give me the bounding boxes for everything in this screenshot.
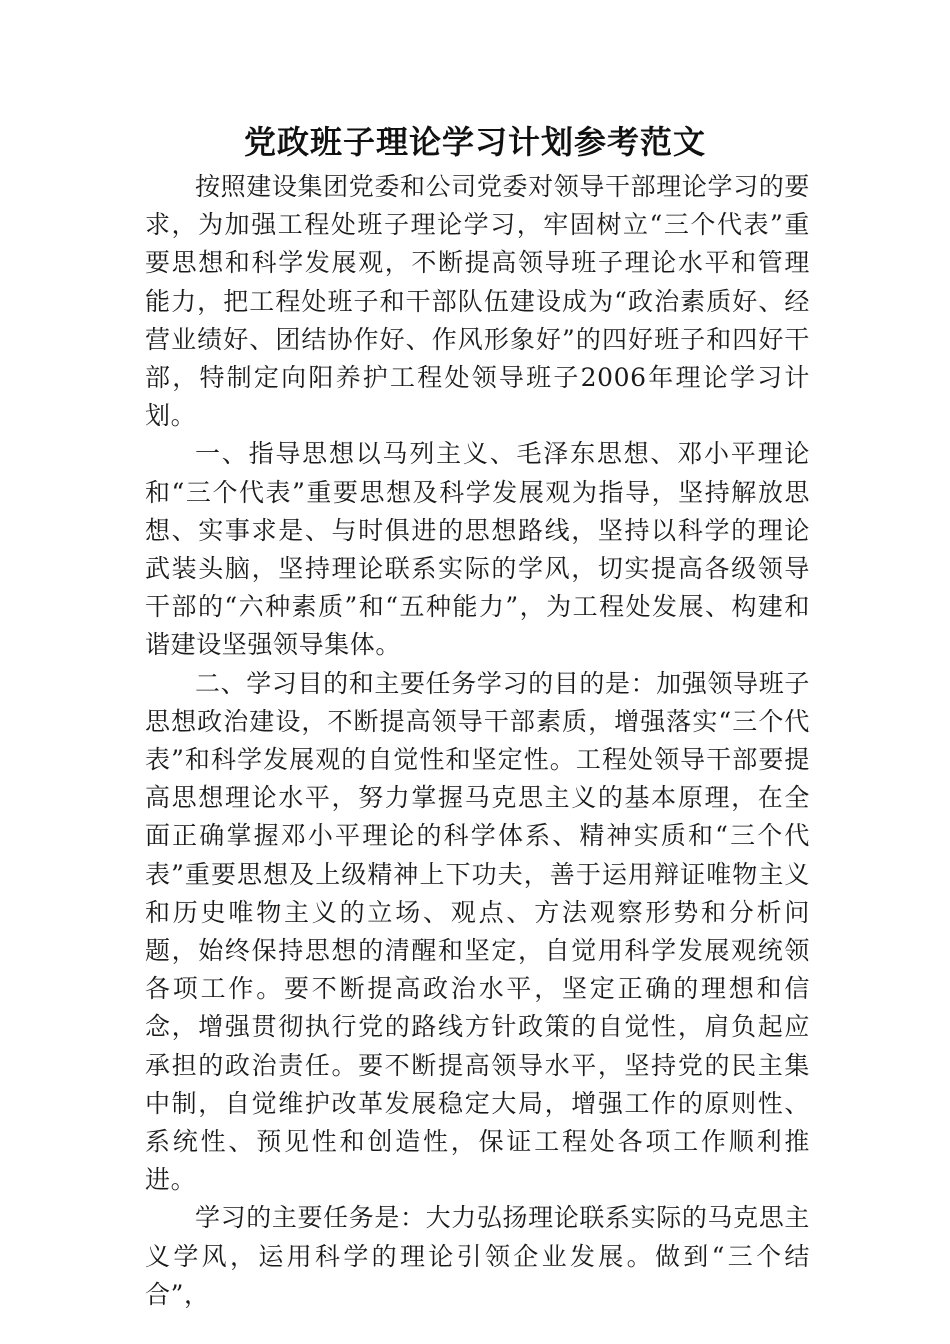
paragraph-study-purpose: 二、学习目的和主要任务学习的目的是：加强领导班子思想政治建设，不断提高领导干部素质，增强落实“三个代表”和科学发展观的自觉性和坚定性。工程处领导干部要提高思想理论水平，努力掌握马克思主义的基本原理，在全面正确掌握邓小平理论的科学体系、精神实质和“三个代表”重要思想及上级精神上下功夫，善于运用辩证唯物主义和历史唯物主义的立场、观点、方法观察形势和分析问题，始终保持思想的清醒和坚定，自觉用科学发展观统领各项工作。要不断提高政治水平，坚定正确的理想和信念，增强贯彻执行党的路线方针政策的自觉性，肩负起应承担的政治责任。要不断提高领导水平，坚持党的民主集中制，自觉维护改革发展稳定大局，增强工作的原则性、系统性、预见性和创造性，保证工程处各项工作顺利推进。: [145, 668, 810, 1195]
paragraph-intro: 按照建设集团党委和公司党委对领导干部理论学习的要求，为加强工程处班子理论学习，牢固树立“三个代表”重要思想和科学发展观，不断提高领导班子理论水平和管理能力，把工程处班子和干部队伍建设成为“政治素质好、经营业绩好、团结协作好、作风形象好”的四好班子和四好干部，特制定向阳养护工程处领导班子2006年理论学习计划。: [145, 172, 810, 431]
document-body: [145, 168, 810, 1314]
paragraph-main-tasks: 学习的主要任务是：大力弘扬理论联系实际的马克思主义学风，运用科学的理论引领企业发展。做到“三个结合”，: [145, 1203, 810, 1309]
document-title: 党政班子理论学习计划参考范文: [243, 123, 706, 161]
paragraph-guiding-ideology: 一、指导思想以马列主义、毛泽东思想、邓小平理论和“三个代表”重要思想及科学发展观为指导，坚持解放思想、实事求是、与时俱进的思想路线，坚持以科学的理论武装头脑，坚持理论联系实际的学风，切实提高各级领导干部的“六种素质”和“五种能力”，为工程处发展、构建和谐建设坚强领导集体。: [145, 439, 810, 660]
